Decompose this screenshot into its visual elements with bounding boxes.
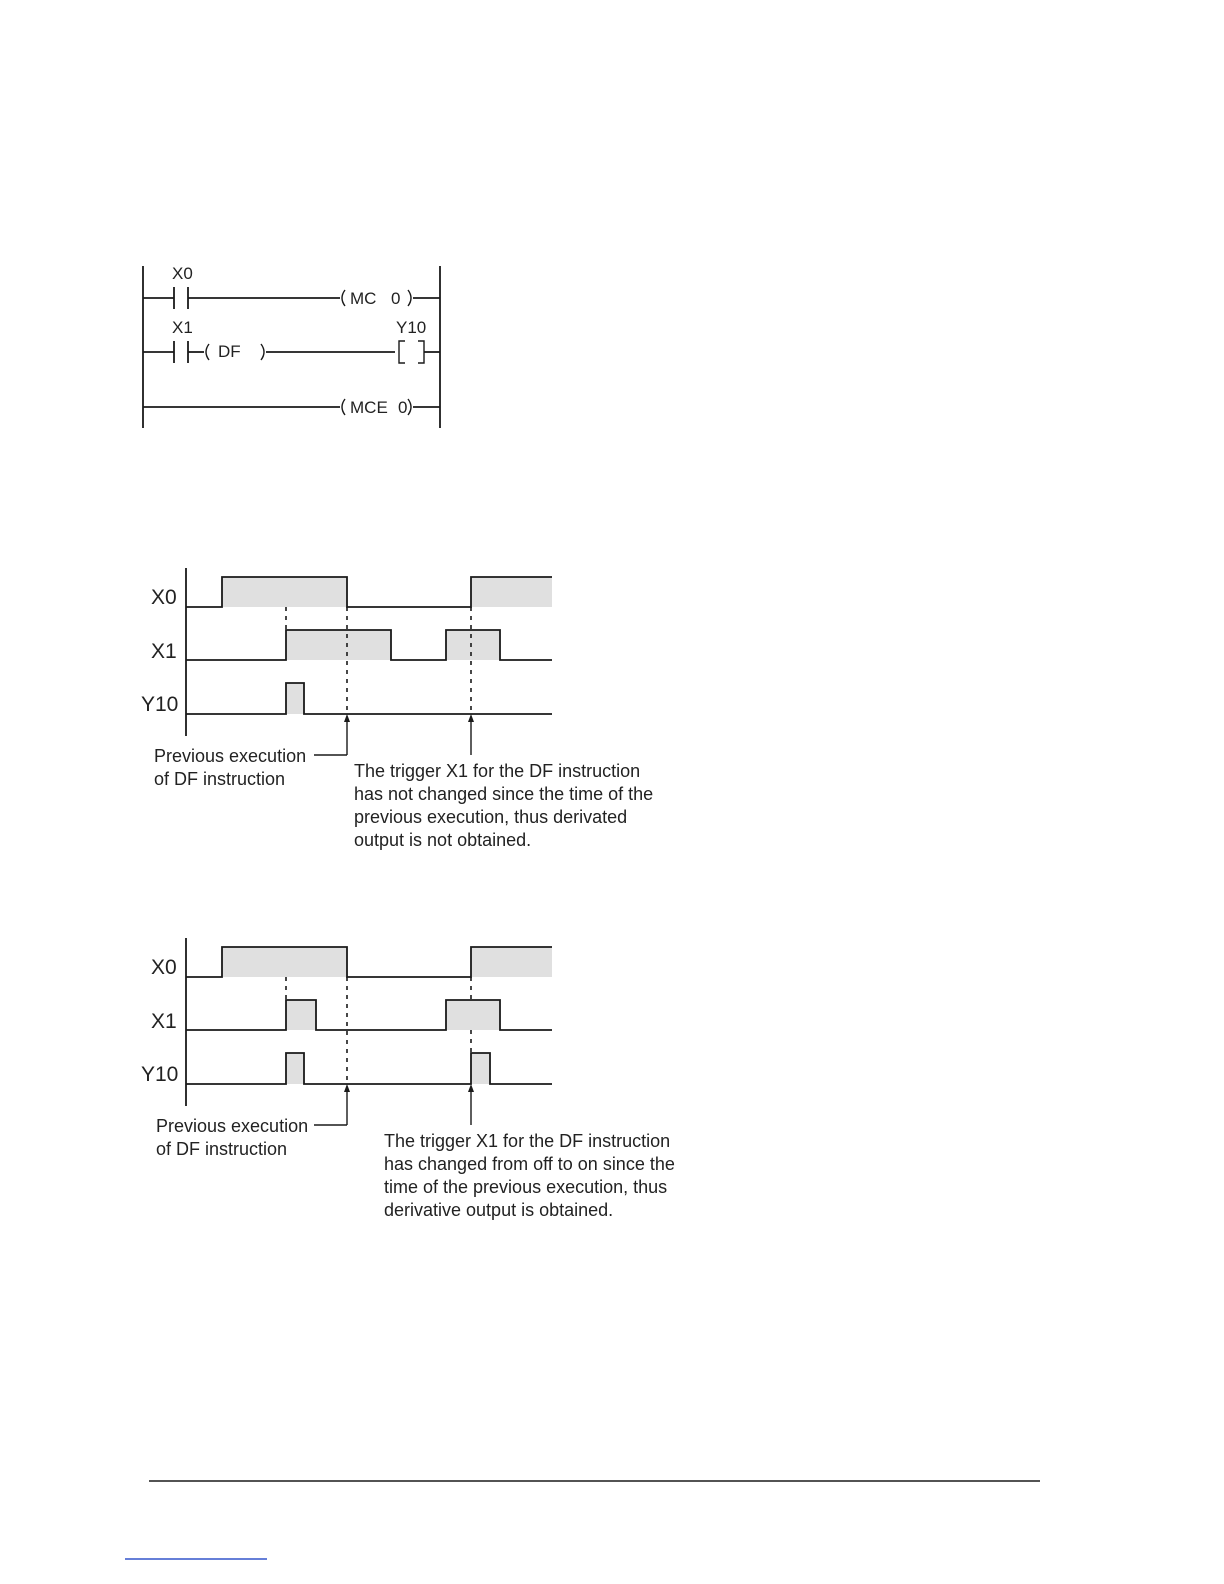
ladder-rung-3 <box>143 398 440 417</box>
mce-right-paren <box>408 399 411 415</box>
mc-right-paren <box>408 290 411 306</box>
timing2-right-note-line-4: derivative output is obtained. <box>384 1200 614 1220</box>
timing1-right-note-line-1: The trigger X1 for the DF instruction <box>354 761 641 781</box>
mce-number-label: 0 <box>398 398 408 417</box>
timing2-right-note-line-3: time of the previous execution, thus <box>384 1177 668 1197</box>
df-instruction-label: DF <box>218 342 241 361</box>
timing1-right-note-line-2: has not changed since the time of the <box>354 784 654 804</box>
mce-instruction-label: MCE <box>350 398 388 417</box>
timing1-left-note-line-2: of DF instruction <box>154 769 286 789</box>
timing1-y10-label: Y10 <box>141 693 179 716</box>
timing1-arrow-1-head <box>344 714 350 722</box>
timing2-y10-label: Y10 <box>141 1063 179 1086</box>
timing2-left-note-line-2: of DF instruction <box>156 1139 288 1159</box>
timing2-x1-pulse-2-fill <box>446 1000 500 1030</box>
timing2-x1-pulse-1-fill <box>286 1000 316 1030</box>
timing2-y10-waveform <box>186 1053 552 1084</box>
contact-x1-label: X1 <box>172 318 193 337</box>
timing2-x0-pulse-1-fill <box>222 947 347 977</box>
timing1-x0-pulse-1-fill <box>222 577 347 607</box>
coil-y10-label: Y10 <box>396 318 427 337</box>
timing1-x1-pulse-1-fill <box>286 630 391 660</box>
timing1-x0-pulse-2-fill <box>471 577 552 607</box>
timing1-left-note-line-1: Previous execution <box>154 746 307 766</box>
coil-right-bracket <box>418 341 424 363</box>
timing1-x1-label: X1 <box>151 640 177 663</box>
contact-x0-label: X0 <box>172 264 193 283</box>
mc-left-paren <box>342 290 345 306</box>
ladder-rung-2 <box>143 318 440 363</box>
timing1-x0-label: X0 <box>151 586 177 609</box>
timing2-arrow-2-head <box>468 1084 474 1092</box>
timing2-left-note-line-1: Previous execution <box>156 1116 309 1136</box>
mc-number-label: 0 <box>391 289 401 308</box>
timing1-y10-pulse-fill <box>286 683 304 714</box>
timing2-x0-label: X0 <box>151 956 177 979</box>
timing1-right-note-line-4: output is not obtained. <box>354 830 532 850</box>
df-left-paren <box>206 344 209 360</box>
ladder-diagram <box>143 264 440 428</box>
mce-left-paren <box>342 399 345 415</box>
timing2-right-note-line-2: has changed from off to on since the <box>384 1154 675 1174</box>
timing1-y10-waveform <box>186 683 552 714</box>
ladder-rung-1 <box>143 264 440 309</box>
timing2-x0-pulse-2-fill <box>471 947 552 977</box>
mc-instruction-label: MC <box>350 289 377 308</box>
df-right-paren <box>261 344 264 360</box>
timing2-y10-pulse-1-fill <box>286 1053 304 1084</box>
timing-chart-2 <box>141 938 675 1220</box>
timing2-right-note-line-1: The trigger X1 for the DF instruction <box>384 1131 671 1151</box>
timing1-arrow-2-head <box>468 714 474 722</box>
timing2-y10-pulse-2-fill <box>471 1053 490 1084</box>
coil-left-bracket <box>399 341 405 363</box>
timing1-x1-pulse-2-fill <box>446 630 500 660</box>
timing-chart-1 <box>141 568 653 850</box>
timing2-x1-label: X1 <box>151 1010 177 1033</box>
timing2-arrow-1-head <box>344 1084 350 1092</box>
timing1-right-note-line-3: previous execution, thus derivated <box>354 807 628 827</box>
